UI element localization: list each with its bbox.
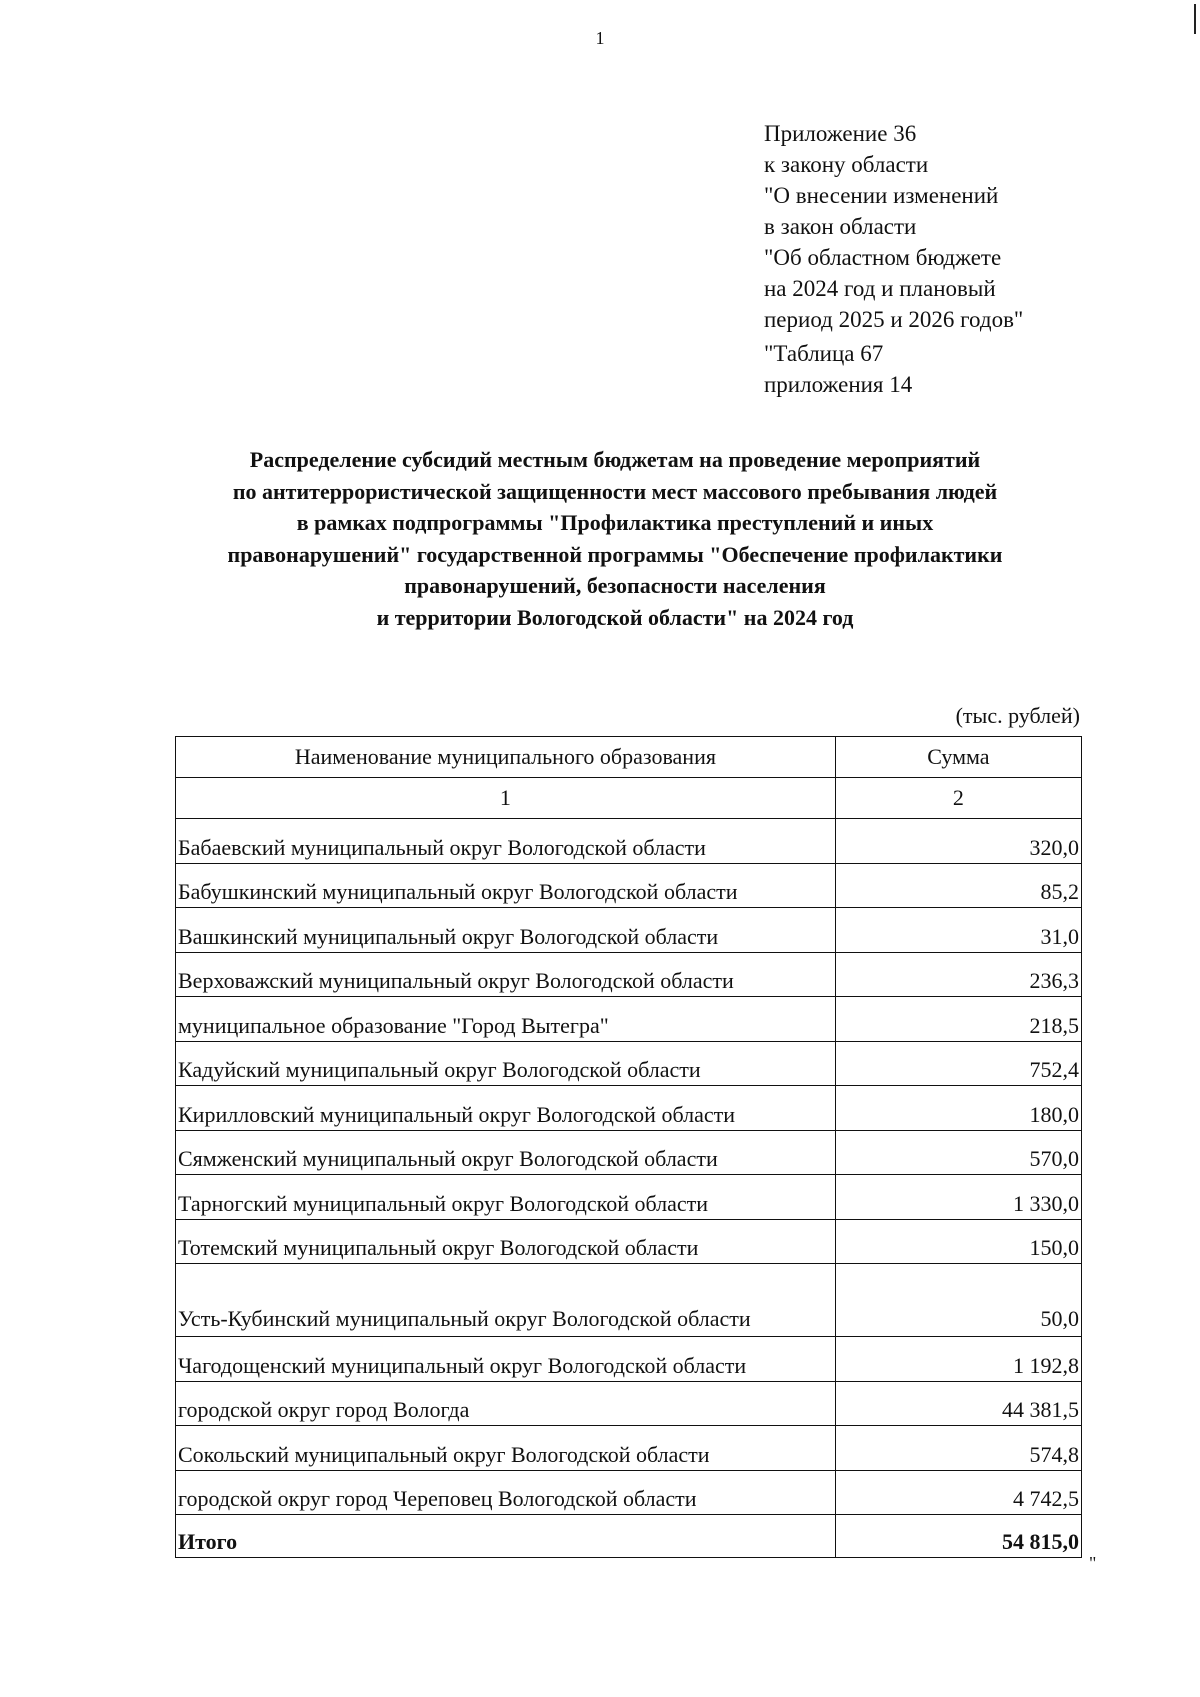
row-name: Усть-Кубинский муниципальный округ Вологодской области [176, 1264, 836, 1337]
table-row [176, 1041, 1082, 1086]
appendix-header [764, 118, 1023, 400]
page-number: 1 [595, 28, 605, 48]
row-name: Вашкинский муниципальный округ Вологодской области [176, 908, 836, 953]
appendix-line: период 2025 и 2026 годов" [764, 307, 1024, 332]
appendix-line: "О внесении изменений [764, 183, 999, 208]
row-sum: 50,0 [835, 1264, 1081, 1337]
title-line: в рамках подпрограммы "Профилактика преступлений и иных [296, 510, 934, 535]
row-sum: 752,4 [835, 1041, 1081, 1086]
title-line: правонарушений, безопасности населения [404, 573, 826, 598]
row-sum: 570,0 [835, 1130, 1081, 1175]
table-header-row [176, 737, 1082, 778]
row-name: Тарногский муниципальный округ Вологодской области [176, 1175, 836, 1220]
row-name: Верховажский муниципальный округ Вологодской области [176, 952, 836, 997]
table-row [176, 863, 1082, 908]
closing-quote: " [1089, 1553, 1097, 1573]
row-name: Бабушкинский муниципальный округ Вологодской области [176, 863, 836, 908]
row-name: Бабаевский муниципальный округ Вологодской области [176, 819, 836, 864]
title-line: правонарушений" государственной программы "Обеспечение профилактики [227, 541, 1003, 567]
appendix-line: "Об областном бюджете [764, 245, 1002, 270]
document-title [150, 444, 1080, 633]
row-sum: 180,0 [835, 1086, 1081, 1131]
table-row [176, 1175, 1082, 1220]
row-sum: 320,0 [835, 819, 1081, 864]
row-name: Тотемский муниципальный округ Вологодской области [176, 1219, 836, 1264]
row-name: Сямженский муниципальный округ Вологодской области [176, 1130, 836, 1175]
table-ref-line: "Таблица 67 [764, 341, 884, 366]
row-sum: 4 742,5 [835, 1470, 1081, 1515]
table-row [176, 952, 1082, 997]
table-row [176, 1381, 1082, 1426]
table-total-row [176, 1515, 1082, 1558]
row-sum: 150,0 [835, 1219, 1081, 1264]
row-sum: 1 192,8 [835, 1337, 1081, 1382]
row-name: Кадуйский муниципальный округ Вологодской области [176, 1041, 836, 1086]
row-name: Сокольский муниципальный округ Вологодской области [176, 1426, 836, 1471]
table-row [176, 908, 1082, 953]
appendix-line: к закону области [764, 152, 929, 177]
row-name: Чагодощенский муниципальный округ Вологодской области [176, 1337, 836, 1382]
total-sum: 54 815,0 [835, 1515, 1081, 1558]
table-row [176, 1470, 1082, 1515]
subsidy-table [175, 736, 1082, 1558]
row-name: городской округ город Вологда [176, 1381, 836, 1426]
row-sum: 1 330,0 [835, 1175, 1081, 1220]
table-row [176, 1219, 1082, 1264]
row-name: городской округ город Череповец Вологодской области [176, 1470, 836, 1515]
header-sum: Сумма [835, 737, 1081, 778]
row-sum: 218,5 [835, 997, 1081, 1042]
appendix-line: Приложение 36 [764, 121, 917, 146]
total-label: Итого [176, 1515, 836, 1558]
row-name: муниципальное образование "Город Вытегра" [176, 997, 836, 1042]
row-sum: 574,8 [835, 1426, 1081, 1471]
title-line: и территории Вологодской области" на 2024 год [376, 604, 854, 630]
col-number-2: 2 [835, 778, 1081, 819]
row-sum: 44 381,5 [835, 1381, 1081, 1426]
col-number-1: 1 [176, 778, 836, 819]
table-row [176, 819, 1082, 864]
header-name: Наименование муниципального образования [176, 737, 836, 778]
row-sum: 85,2 [835, 863, 1081, 908]
table-ref-line: приложения 14 [764, 372, 913, 397]
appendix-line: на 2024 год и плановый [764, 276, 996, 301]
title-line: по антитеррористической защищенности мест массового пребывания людей [232, 478, 998, 504]
column-number-row [176, 778, 1082, 819]
table-row [176, 1130, 1082, 1175]
table-row [176, 1264, 1082, 1337]
table-row [176, 1426, 1082, 1471]
title-line: Распределение субсидий местным бюджетам на проведение мероприятий [249, 447, 981, 472]
row-sum: 236,3 [835, 952, 1081, 997]
row-sum: 31,0 [835, 908, 1081, 953]
row-name: Кирилловский муниципальный округ Вологодской области [176, 1086, 836, 1131]
appendix-line: в закон области [764, 214, 917, 239]
table-row [176, 997, 1082, 1042]
table-row [176, 1337, 1082, 1382]
units-label: (тыс. рублей) [955, 703, 1080, 728]
table-row [176, 1086, 1082, 1131]
